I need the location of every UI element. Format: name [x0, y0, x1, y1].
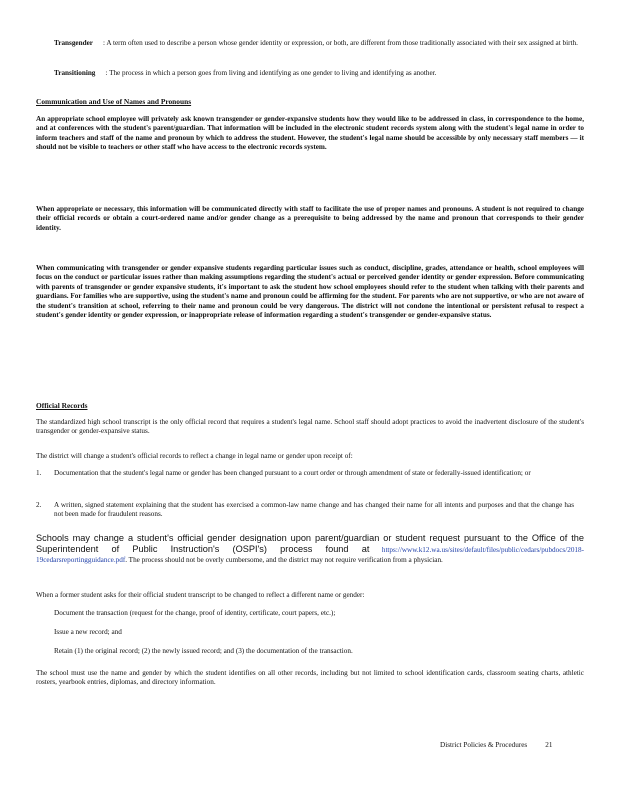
paragraph: [36, 418, 584, 437]
definition-transitioning: [54, 69, 584, 78]
page-footer: [440, 741, 570, 749]
paragraph: When communicating with transgender or gender expansive students regarding particular issues such as conduct, discipline, grades, attendance or health, school employees will focus on the conduct or particular issues rather than making assumptions regarding the student's actual or perceived gender identity or gender expression. Before communicating with parents of transgender or gender expansive students, it's important to ask the student how school employees should refer to the student when talking with their parents and guardians. For families who are supportive, using the student's name and pronoun could be affirming for the student. For parents who are not supportive, or who are not aware of the student's transition at school, referring to their name and pronoun could be very dangerous. The district will not condone the intentional or persistent refusal to respect a student's gender identity or gender expression, or inappropriate release of information regarding a student's transgender or gender-expansive status.: [36, 264, 584, 320]
section-heading-official-records: Official Records: [36, 401, 88, 410]
definition-text: : The process in which a person goes from living and identifying as one gender to living and identifying as another.: [105, 69, 437, 77]
paragraph: When appropriate or necessary, this information will be communicated directly with staff to facilitate the use of proper names and pronouns. A student is not required to change their official records or obtain a court-ordered name and/or gender change as a prerequisite to being addressed by the name and pronoun that corresponds to their gender identity.: [36, 205, 584, 232]
paragraph-ospi: [36, 533, 584, 565]
definition-term: Transgender: [54, 39, 93, 47]
paragraph-tail: . The process should not be overly cumbersome, and the district may not require verification from a physician.: [125, 555, 443, 564]
paragraph: When a former student asks for their official student transcript to be changed to reflect a different name or gender:: [36, 591, 365, 599]
list-item: Retain (1) the original record; (2) the newly issued record; and (3) the documentation of the transaction.: [54, 647, 353, 655]
paragraph: An appropriate school employee will privately ask known transgender or gender-expansive students how they would like to be addressed in class, in correspondence to the home, and at conferences with the student's parent/guardian. That information will be included in the electronic student records system along with the student's legal name in order to inform teachers and staff of the name and pronoun by which to address the student. However, the student's legal name should be accessible by only necessary staff members — it should not be visible to teachers or other staff who have access to the electronic records system.: [36, 115, 584, 152]
definition-term: Transitioning: [54, 69, 96, 77]
list-number: 1.: [36, 469, 42, 477]
page-number: 21: [545, 741, 553, 749]
paragraph: The school must use the name and gender by which the student identifies on all other records, including but not limited to school identification cards, classroom seating charts, athletic rosters, yearbook entries, diplomas, and directory information.: [36, 669, 584, 687]
list-item: Documentation that the student's legal name or gender has been changed pursuant to a court order or through amendment of state or federally-issued identification; or: [54, 469, 531, 477]
paragraph: The district will change a student's official records to reflect a change in legal name or gender upon receipt of:: [36, 452, 353, 460]
definition-text: : A term often used to describe a person whose gender identity or expression, or both, are different from those traditionally associated with their sex assigned at birth.: [103, 39, 578, 47]
footer-title: District Policies & Procedures: [440, 741, 528, 749]
list-item: A written, signed statement explaining that the student has exercised a common-law name change and has changed their name for all intents and purposes and that the change has not been made for fraudulent reasons.: [54, 501, 574, 519]
list-item: Document the transaction (request for the change, proof of identity, certificate, court papers, etc.);: [54, 609, 336, 617]
list-number: 2.: [36, 501, 42, 509]
paragraph-text: The standardized high school transcript is the only official record that requires a student's legal name. School staff should adopt practices to avoid the inadvertent disclosure of the student's transgender or gender-expansive status.: [36, 418, 584, 436]
list-item: Issue a new record; and: [54, 628, 122, 636]
definition-transgender: [54, 39, 584, 48]
ospi-guidance-link[interactable]: https://www.k12.wa.us/sites/default/files/public/cedars/pubdocs/2018-19cedarsreportingguidance.pdf: [36, 546, 584, 564]
paragraph-lead: Schools may change a student's official gender designation upon parent/guardian or student request pursuant to the Office of the Superintendent of Public Instruction's (OSPI's) process found at: [36, 533, 584, 555]
section-heading-names-pronouns: Communication and Use of Names and Pronouns: [36, 97, 192, 106]
